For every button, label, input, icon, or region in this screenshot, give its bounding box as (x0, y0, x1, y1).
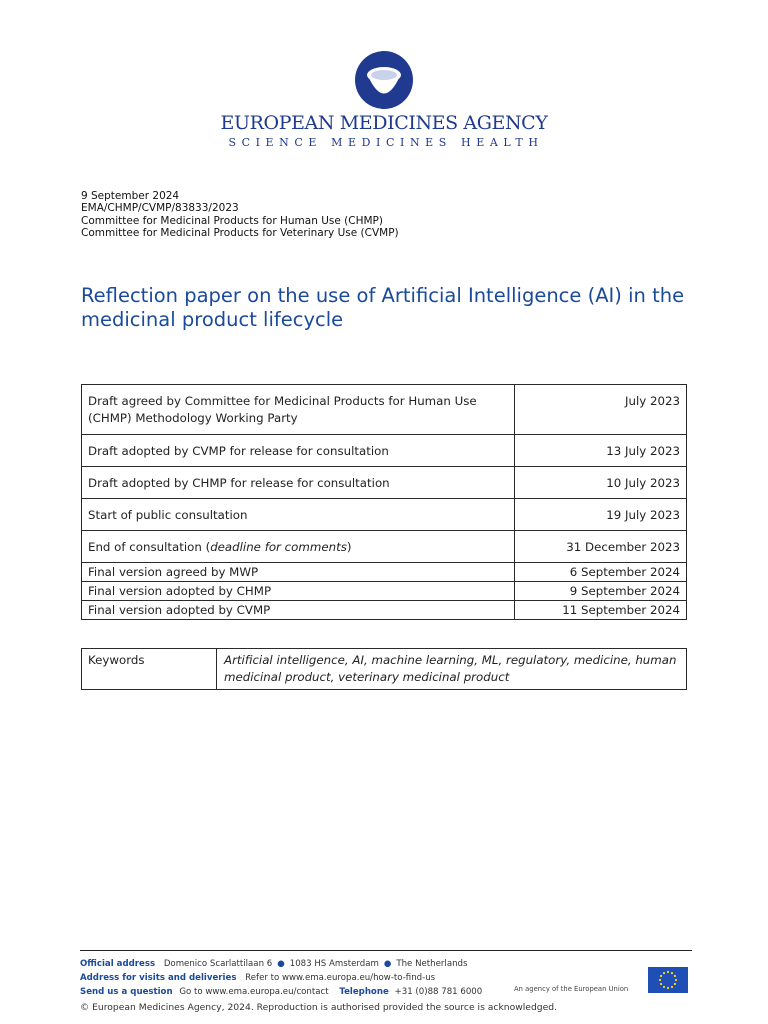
page-title: Reflection paper on the use of Artificial Intelligence (AI) in the medicinal product lifecycle (81, 284, 685, 331)
committee-human: Committee for Medicinal Products for Human Use (CHMP) (81, 214, 383, 227)
agency-emblem-icon (355, 51, 413, 109)
history-event-prefix: End of consultation ( (88, 540, 211, 554)
telephone-number: +31 (0)88 781 6000 (394, 987, 483, 997)
document-history-table (81, 384, 687, 620)
eu-star (660, 975, 662, 977)
footer-visits (80, 971, 482, 985)
official-address-label: Official address (80, 959, 156, 969)
eu-star (671, 972, 673, 974)
history-date: 11 September 2024 (515, 601, 687, 620)
history-event-suffix: ) (346, 540, 352, 554)
history-event: Final version agreed by MWP (82, 563, 515, 582)
address-street: Domenico Scarlattilaan 6 (163, 959, 273, 969)
eu-star (674, 975, 676, 977)
address-country: The Netherlands (396, 959, 468, 969)
history-date: 31 December 2023 (515, 531, 687, 563)
document-meta (81, 190, 399, 239)
telephone-label: Telephone (339, 987, 389, 997)
table-row (82, 385, 687, 435)
table-row (82, 601, 687, 620)
footer (80, 957, 482, 999)
eu-star (663, 986, 665, 988)
footer-official-address (80, 957, 482, 971)
agency-logo (203, 18, 565, 190)
history-event: Final version adopted by CVMP (82, 601, 515, 620)
visits-label: Address for visits and deliveries (80, 973, 237, 983)
history-event: Draft agreed by Committee for Medicinal Products for Human Use (CHMP) Methodology Working Party (82, 385, 515, 435)
history-date: 9 September 2024 (515, 582, 687, 601)
footer-divider (80, 950, 692, 951)
visits-link[interactable]: Refer to www.ema.europa.eu/how-to-find-us (245, 973, 436, 983)
history-date: 19 July 2023 (515, 499, 687, 531)
copyright-notice: © European Medicines Agency, 2024. Reproduction is authorised provided the source is acknowledged. (80, 1002, 558, 1013)
agency-tagline: SCIENCE MEDICINES HEALTH (228, 136, 544, 149)
eu-star (659, 979, 661, 981)
history-event: Draft adopted by CVMP for release for consultation (82, 435, 515, 467)
agency-name: EUROPEAN MEDICINES AGENCY (220, 112, 548, 134)
history-date: July 2023 (515, 385, 687, 435)
history-date: 13 July 2023 (515, 435, 687, 467)
history-event-emphasis: deadline for comments (210, 540, 347, 554)
eu-star (674, 983, 676, 985)
keywords-value: Artificial intelligence, AI, machine learning, ML, regulatory, medicine, human medicinal product, veterinary medicinal product (217, 649, 687, 690)
eu-star (667, 987, 669, 989)
document-date: 9 September 2024 (81, 190, 180, 202)
eu-star (667, 971, 669, 973)
history-event: Start of public consultation (82, 499, 515, 531)
keywords-label: Keywords (82, 649, 217, 690)
history-date: 6 September 2024 (515, 563, 687, 582)
table-row (82, 467, 687, 499)
footer-question (80, 985, 482, 999)
eu-flag-icon (648, 967, 688, 993)
eu-star (675, 979, 677, 981)
bullet-icon: ● (383, 959, 392, 969)
keywords-table (81, 648, 687, 690)
table-row (82, 649, 687, 690)
history-event (82, 531, 515, 563)
question-label: Send us a question (80, 987, 173, 997)
table-row (82, 499, 687, 531)
eu-star (671, 986, 673, 988)
committee-veterinary: Committee for Medicinal Products for Veterinary Use (CVMP) (81, 226, 399, 239)
eu-star (663, 972, 665, 974)
eu-star (660, 983, 662, 985)
table-row (82, 435, 687, 467)
document-reference: EMA/CHMP/CVMP/83833/2023 (81, 202, 239, 215)
address-city: 1083 HS Amsterdam (289, 959, 379, 969)
eu-agency-note: An agency of the European Union (514, 985, 629, 993)
table-row (82, 582, 687, 601)
contact-link[interactable]: Go to www.ema.europa.eu/contact (179, 987, 329, 997)
history-event: Final version adopted by CHMP (82, 582, 515, 601)
bullet-icon: ● (277, 959, 285, 969)
table-row (82, 531, 687, 563)
history-date: 10 July 2023 (515, 467, 687, 499)
history-event: Draft adopted by CHMP for release for consultation (82, 467, 515, 499)
table-row (82, 563, 687, 582)
